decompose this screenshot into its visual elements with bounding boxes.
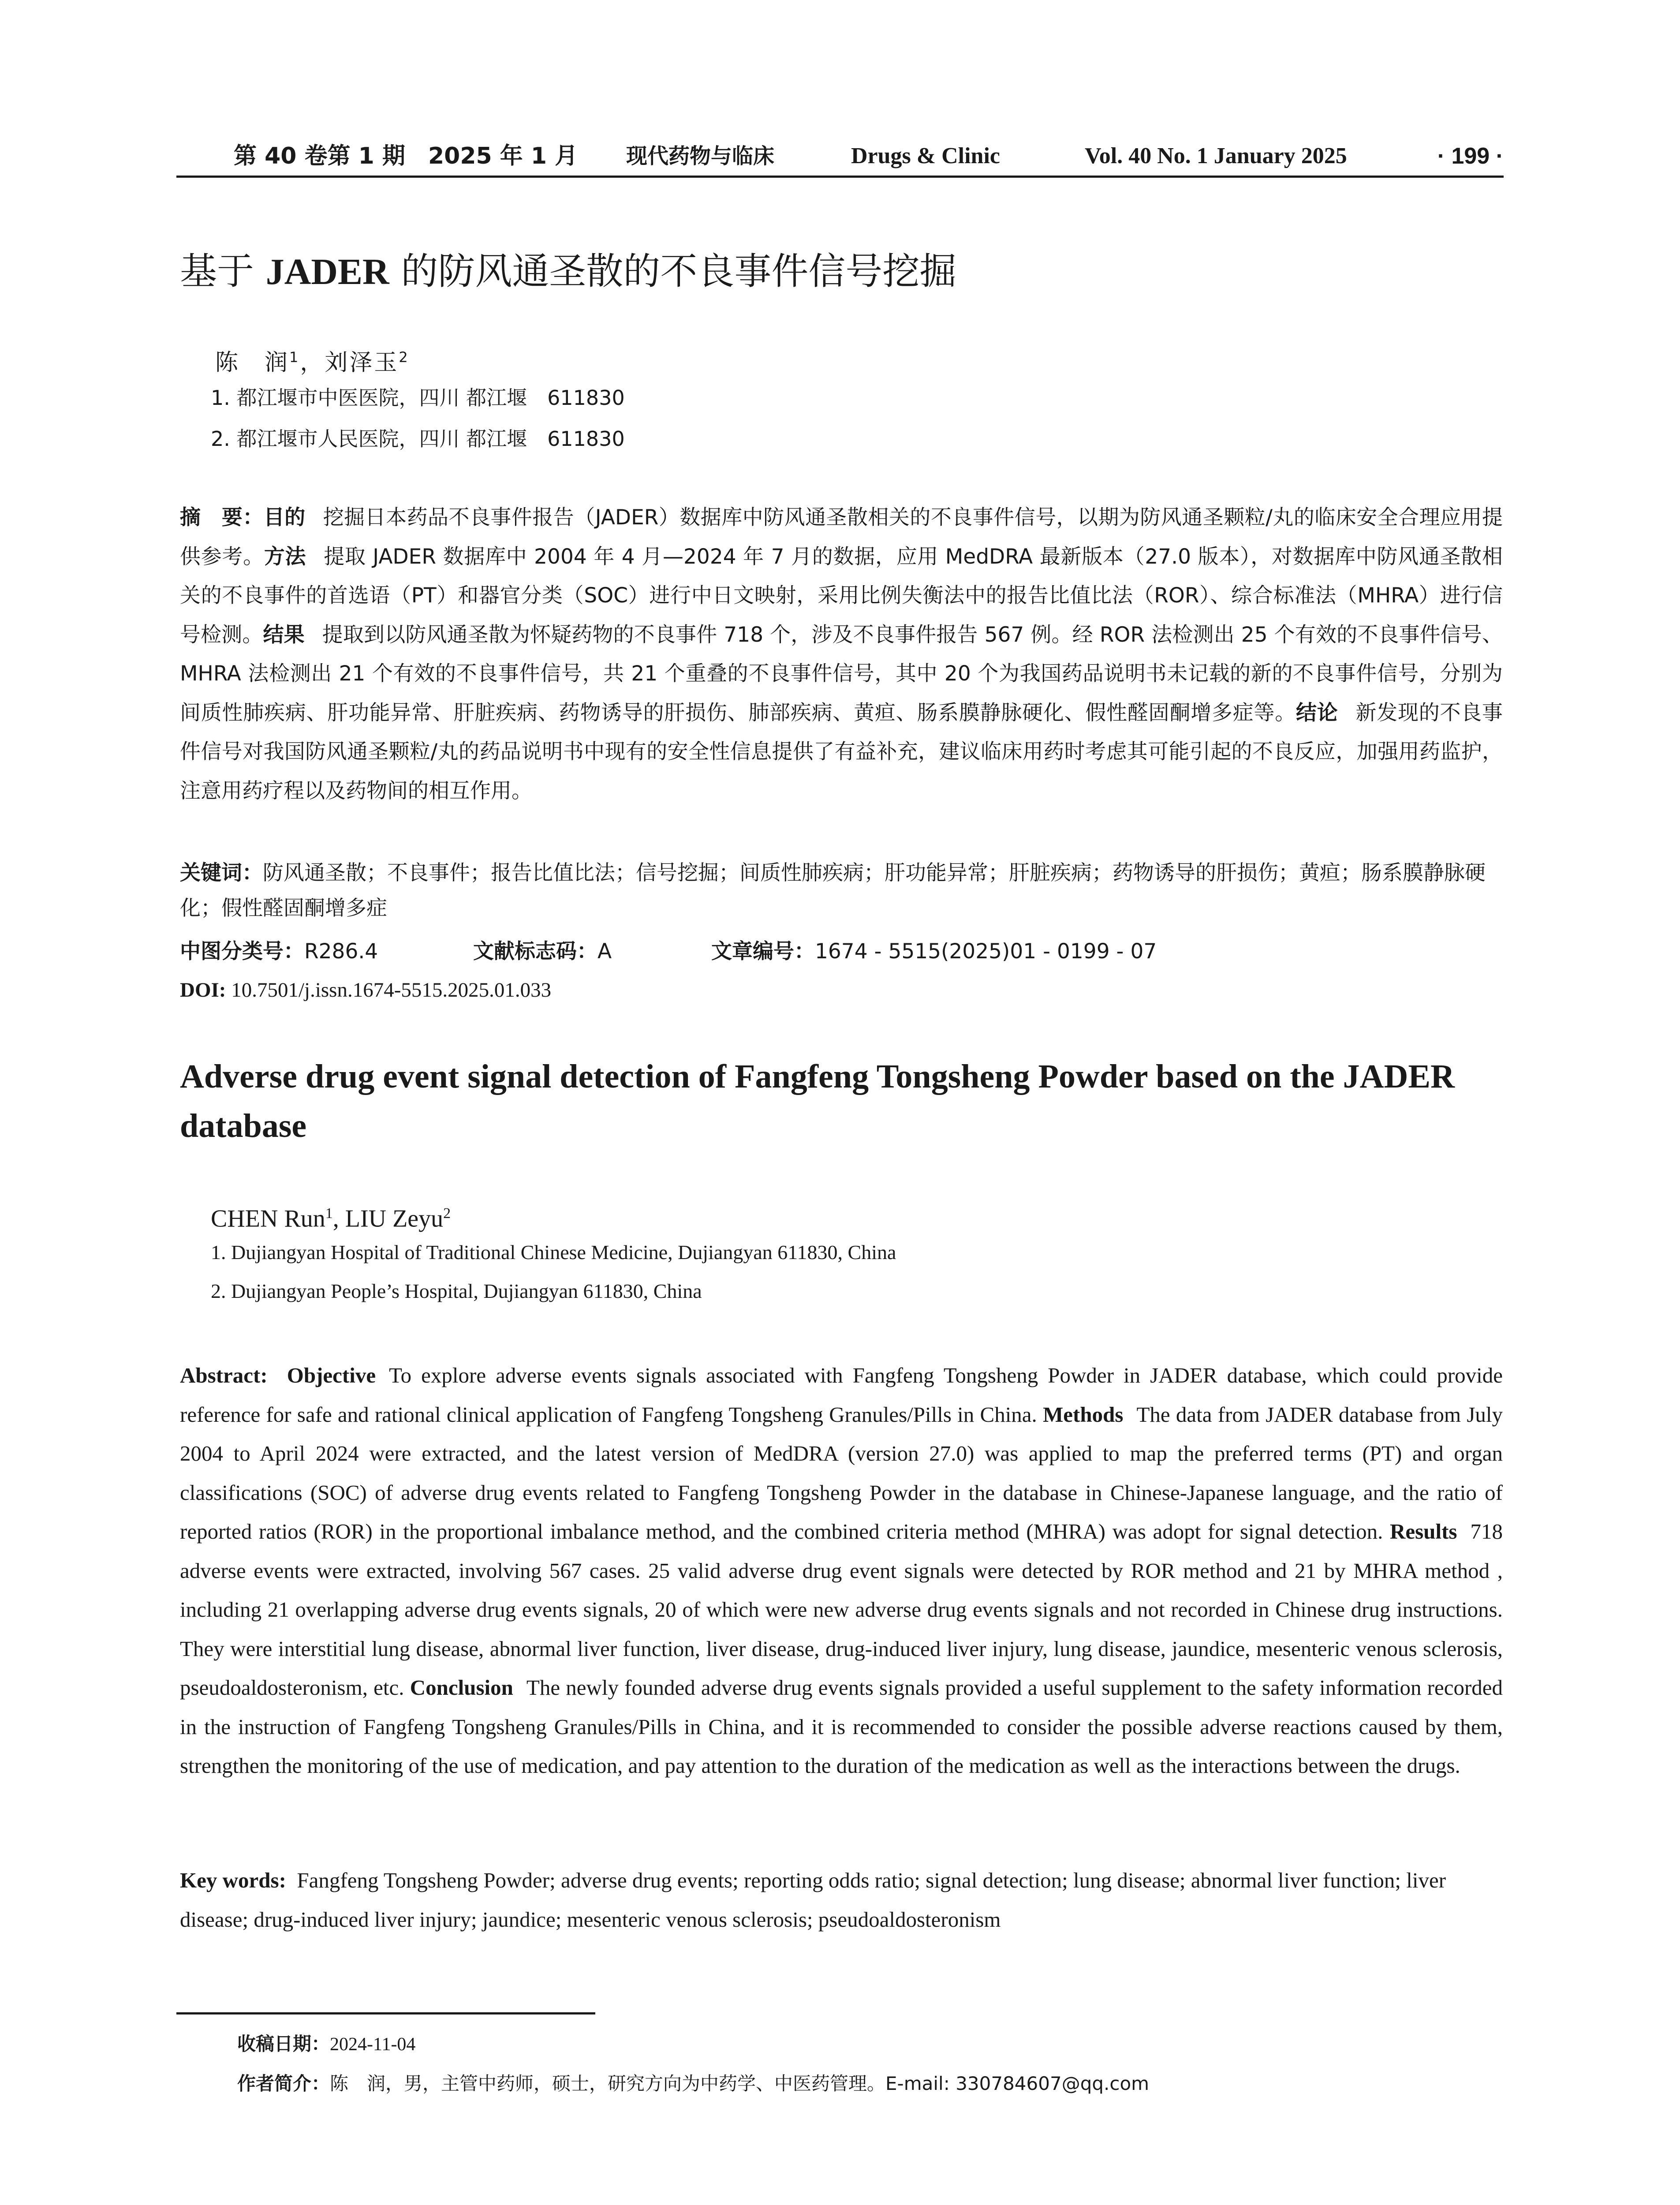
title-cn: 基于 JADER 的防风通圣散的不良事件信号挖掘: [180, 250, 957, 293]
received-date: 收稿日期：2024-11-04: [237, 2033, 416, 2055]
volume-info-en: Vol. 40 No. 1 January 2025: [1085, 143, 1347, 168]
affiliation-cn-1: 1. 都江堰市中医医院，四川 都江堰 611830: [211, 386, 625, 410]
journal-name-en: Drugs & Clinic: [851, 143, 1000, 168]
affiliation-en-1: 1. Dujiangyan Hospital of Traditional Chinese Medicine, Dujiangyan 611830, China: [211, 1241, 896, 1263]
doi: DOI: 10.7501/j.issn.1674-5515.2025.01.033: [180, 979, 552, 1002]
abstract-en: Abstract: Objective To explore adverse events signals associated with Fangfeng Tongsheng Powder in JADER database, which could provide reference for safe and rational clinical application of Fangfeng Tongsheng Granules/Pills in China. Methods The data from JADER database from July 2004 to April 2024 were extracted, and the latest version of MedDRA (version 27.0) was applied to map the preferred terms (PT) and organ classifications (SOC) of adverse drug events related to Fangfeng Tongsheng Powder in the database in Chinese-Japanese language, and the ratio of reported ratios (ROR) in the proportional imbalance method, and the combined criteria method (MHRA) was adopt for signal detection. Results 718 adverse events were extracted, involving 567 cases. 25 valid adverse drug event signals were detected by ROR method and 21 by MHRA method , including 21 overlapping adverse drug events signals, 20 of which were new adverse drug events signals and not recorded in Chinese drug instructions. They were interstitial lung disease, abnormal liver function, liver disease, drug-induced liver injury, lung disease, jaundice, mesenteric venous sclerosis, pseudoaldosteronism, etc. Conclusion The newly founded adverse drug events signals provided a useful supplement to the safety information recorded in the instruction of Fangfeng Tongsheng Granules/Pills in China, and it is recommended to consider the possible adverse reactions caused by them, strengthen the monitoring of the use of medication, and pay attention to the duration of the medication as well as the interactions between the drugs.: [180, 1363, 1503, 1778]
author-bio: 作者简介：陈 润，男，主管中药师，硕士，研究方向为中药学、中医药管理。E-mail: 330784607@qq.com: [237, 2073, 1150, 2094]
abstract-cn: 摘 要：目的 挖掘日本药品不良事件报告（JADER）数据库中防风通圣散相关的不良事件信号，以期为防风通圣颗粒/丸的临床安全合理应用提供参考。方法 提取 JADER 数据库中 2004 年 4 月—2024 年 7 月的数据，应用 MedDRA 最新版本（27.0 版本），对数据库中防风通圣散相关的不良事件的首选语（PT）和器官分类（SOC）进行中日文映射，采用比例失衡法中的报告比值比法（ROR）、综合标准法（MHRA）进行信号检测。结果 提取到以防风通圣散为怀疑药物的不良事件 718 个，涉及不良事件报告 567 例。经 ROR 法检测出 25 个有效的不良事件信号、MHRA 法检测出 21 个有效的不良事件信号，共 21 个重叠的不良事件信号，其中 20 个为我国药品说明书未记载的新的不良事件信号，分别为间质性肺疾病、肝功能异常、肝脏疾病、药物诱导的肝损伤、肺部疾病、黄疸、肠系膜静脉硬化、假性醛固酮增多症等。结论 新发现的不良事件信号对我国防风通圣颗粒/丸的药品说明书中现有的安全性信息提供了有益补充，建议临床用药时考虑其可能引起的不良反应，加强用药监护，注意用药疗程以及药物间的相互作用。: [180, 505, 1503, 803]
journal-name-cn: 现代药物与临床: [626, 144, 775, 168]
article-number: 文章编号：1674 - 5515(2025)01 - 0199 - 07: [711, 939, 1157, 964]
header-rule: [176, 176, 1504, 178]
clc-number: 中图分类号：R286.4: [180, 939, 378, 964]
authors-en: CHEN Run$^1$, LIU Zeyu$^2$: [211, 1205, 451, 1233]
running-header: [176, 140, 1504, 172]
document-code: 文献标志码：A: [473, 939, 612, 964]
authors-cn: 陈 润$^1$，刘泽玉$^2$: [215, 349, 410, 376]
keywords-en: Key words: Fangfeng Tongsheng Powder; adverse drug events; reporting odds ratio; signal detection; lung disease; abnormal liver function; liver disease; drug-induced liver injury; jaundice; mesenteric venous sclerosis; pseudoaldosteronism: [180, 1868, 1446, 1932]
issue-info-cn: 第 40 卷第 1 期 2025 年 1 月: [234, 143, 578, 169]
title-en: Adverse drug event signal detection of Fangfeng Tongsheng Powder based on the JADER database: [180, 1058, 1455, 1144]
footnote-rule: [176, 2012, 595, 2014]
page-number: · 199 ·: [1437, 143, 1504, 169]
affiliation-cn-2: 2. 都江堰市人民医院，四川 都江堰 611830: [211, 427, 625, 451]
affiliation-en-2: 2. Dujiangyan People’s Hospital, Dujiangyan 611830, China: [211, 1280, 702, 1302]
keywords-cn: 关键词：防风通圣散；不良事件；报告比值比法；信号挖掘；间质性肺疾病；肝功能异常；肝脏疾病；药物诱导的肝损伤；黄疸；肠系膜静脉硬化；假性醛固酮增多症: [180, 861, 1486, 920]
